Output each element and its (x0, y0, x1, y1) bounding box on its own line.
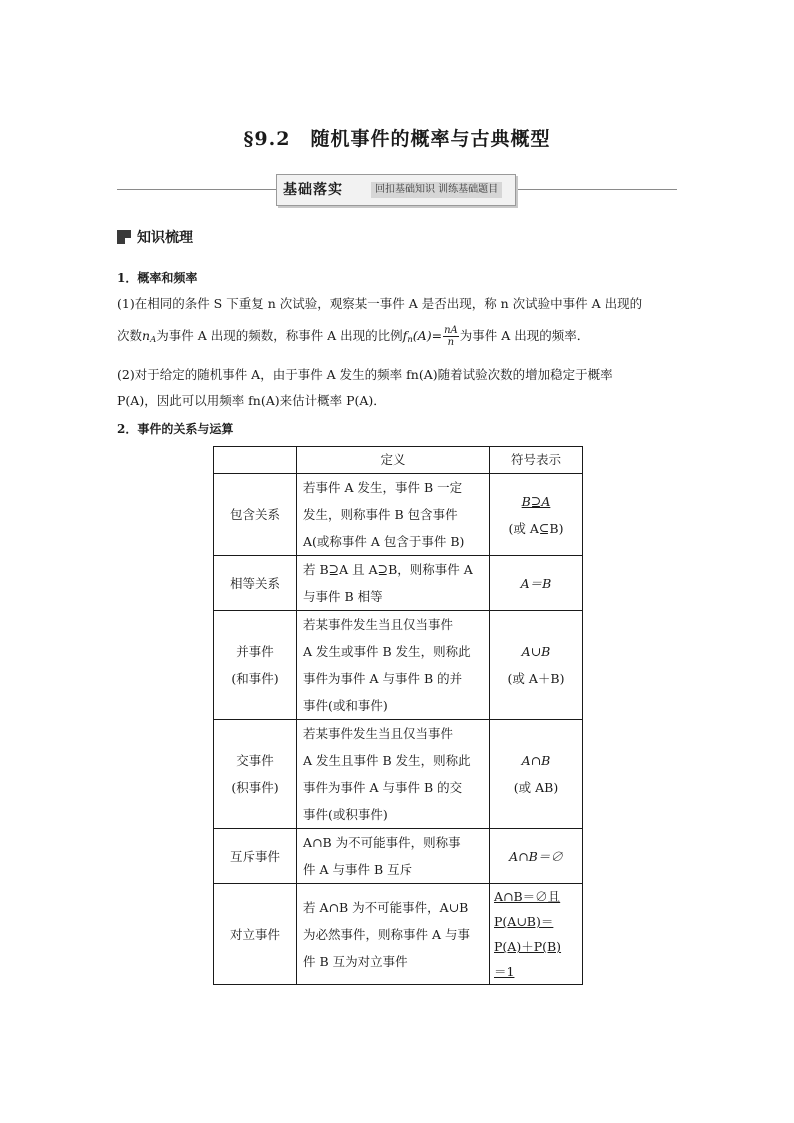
definition-cell: 若 B⊇A 且 A⊇B，则称事件 A 与事件 B 相等 (297, 556, 490, 611)
definition-cell: A∩B 为不可能事件，则称事 件 A 与事件 B 互斥 (297, 829, 490, 884)
item1-paragraph2-line2: P(A)，因此可以用频率 fn(A)来估计概率 P(A)． (117, 393, 386, 408)
definition-cell: 若某事件发生当且仅当事件 A 发生或事件 B 发生，则称此 事件为事件 A 与事件 B 的并 事件(或和事件) (297, 611, 490, 720)
symbol-cell: A∩B＝∅且 P(A∪B)＝ P(A)＋P(B) ＝1 (490, 884, 583, 985)
relation-name-cell: 互斥事件 (214, 829, 297, 884)
item1-paragraph1-line1: (1)在相同的条件 S 下重复 n 次试验，观察某一事件 A 是否出现，称 n 次试验中事件 A 出现的 (117, 296, 643, 311)
symbol-cell: B⊇A (或 A⊆B) (490, 474, 583, 556)
table-row (214, 474, 583, 556)
section-heading (117, 227, 193, 247)
table-header-cell: 符号表示 (490, 447, 583, 474)
symbol-cell: A∩B (或 AB) (490, 720, 583, 829)
table-row (214, 829, 583, 884)
item1-paragraph2-line1: (2)对于给定的随机事件 A，由于事件 A 发生的频率 fn(A)随着试验次数的增加稳定于概率 (117, 367, 613, 382)
table-header-cell: 定义 (297, 447, 490, 474)
divider-left (117, 189, 277, 190)
table-row (214, 611, 583, 720)
section-heading-label: 知识梳理 (137, 230, 193, 246)
relation-name-cell: 相等关系 (214, 556, 297, 611)
banner-main-label: 基础落实 (283, 182, 343, 198)
page-title: §9.2 随机事件的概率与古典概型 (243, 128, 551, 150)
table-header-cell (214, 447, 297, 474)
definition-cell: 若事件 A 发生，事件 B 一定 发生，则称事件 B 包含事件 A(或称事件 A 包含于事件 B) (297, 474, 490, 556)
divider-right (517, 189, 677, 190)
symbol-cell: A∪B (或 A＋B) (490, 611, 583, 720)
table-row (214, 556, 583, 611)
banner-sub-label: 回扣基础知识 训练基础题目 (371, 182, 502, 198)
table-header-row (214, 447, 583, 474)
relation-name-cell: 包含关系 (214, 474, 297, 556)
symbol-cell: A＝B (490, 556, 583, 611)
relation-name-cell: 对立事件 (214, 884, 297, 985)
item1-heading: 1．概率和频率 (117, 271, 198, 285)
event-relations-table (213, 446, 583, 985)
table-row (214, 884, 583, 985)
square-bullet-icon (117, 230, 131, 244)
table-row (214, 720, 583, 829)
item1-paragraph1-line2: 次数$n_A$为事件 A 出现的频数，称事件 A 出现的比例$f_n(A)=$ $\frac{nA}{n}$ 为事件 A 出现的频率． (117, 325, 590, 348)
relation-name-cell: 并事件 (和事件) (214, 611, 297, 720)
definition-cell: 若 A∩B 为不可能事件，A∪B 为必然事件，则称事件 A 与事 件 B 互为对立事件 (297, 884, 490, 985)
item2-heading: 2．事件的关系与运算 (117, 422, 234, 436)
relation-name-cell: 交事件 (积事件) (214, 720, 297, 829)
section-banner (276, 174, 516, 206)
symbol-cell: A∩B＝∅ (490, 829, 583, 884)
frequency-fraction: $\frac{nA}{n}$ (444, 325, 458, 348)
definition-cell: 若某事件发生当且仅当事件 A 发生且事件 B 发生，则称此 事件为事件 A 与事件 B 的交 事件(或积事件) (297, 720, 490, 829)
